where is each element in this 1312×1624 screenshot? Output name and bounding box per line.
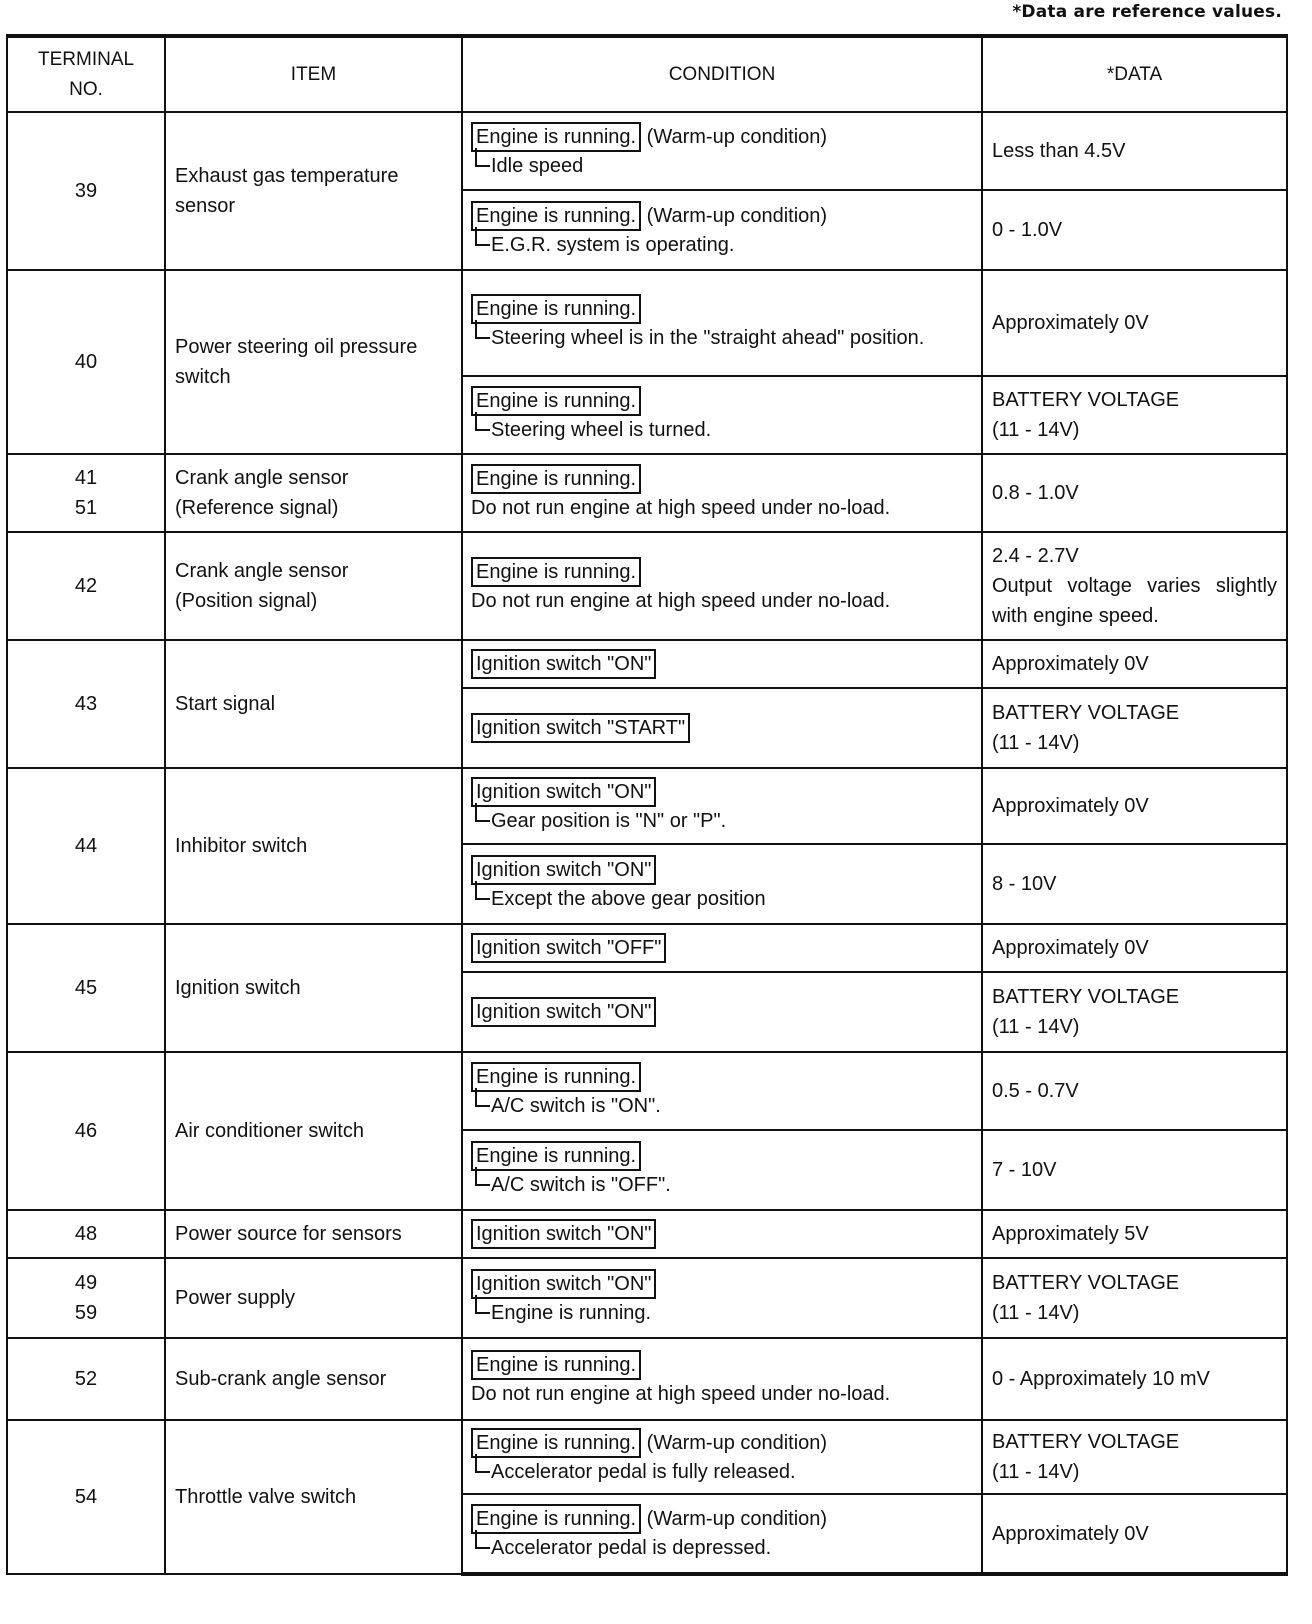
condition-box: Ignition switch "ON" (471, 997, 656, 1027)
condition-cell (462, 190, 982, 270)
header-terminal: TERMINAL NO. (7, 36, 165, 112)
item-cell: Crank angle sensor (Reference signal) (165, 454, 462, 532)
condition-box: Ignition switch "ON" (471, 1219, 656, 1249)
condition-extra: (Warm-up condition) (641, 1431, 828, 1454)
condition-subcondition: A/C switch is "OFF". (471, 1171, 975, 1200)
data-cell (982, 112, 1287, 190)
condition-main (471, 557, 975, 587)
header-data: *DATA (982, 36, 1287, 112)
data-cell (982, 1338, 1287, 1420)
data-value: Approximately 0V (992, 1522, 1149, 1545)
condition-main (471, 1504, 975, 1534)
table-row (7, 1420, 1287, 1494)
terminal-cell (7, 270, 165, 454)
item-cell: Crank angle sensor (Position signal) (165, 532, 462, 640)
condition-box: Ignition switch "OFF" (471, 933, 666, 963)
table-row (7, 1052, 1287, 1130)
terminal-number: 49 (74, 1272, 98, 1294)
terminal-cell (7, 1210, 165, 1258)
data-value: 7 - 10V (992, 1159, 1057, 1181)
data-value: BATTERY VOLTAGE (992, 1431, 1180, 1453)
item-cell: Start signal (165, 640, 462, 768)
table-row (7, 270, 1287, 376)
condition-main (471, 1428, 975, 1458)
item-cell: Inhibitor switch (165, 768, 462, 924)
condition-subcondition: Engine is running. (471, 1299, 975, 1328)
item-cell: Power steering oil pressure switch (165, 270, 462, 454)
condition-cell (462, 1210, 982, 1258)
condition-main (471, 1219, 975, 1249)
condition-extra: (Warm-up condition) (641, 1508, 828, 1530)
table-row (7, 1258, 1287, 1338)
condition-cell (462, 1130, 982, 1210)
condition-main (471, 997, 975, 1027)
condition-box: Ignition switch "ON" (471, 855, 656, 885)
condition-cell (462, 1258, 982, 1338)
condition-note: Do not run engine at high speed under no-load. (471, 496, 891, 519)
condition-main (471, 1269, 975, 1299)
data-value: (11 - 14V) (992, 732, 1080, 754)
data-cell (982, 454, 1287, 532)
condition-main (471, 855, 975, 885)
condition-subcondition: Except the above gear position (471, 885, 975, 914)
terminal-cell (7, 112, 165, 270)
terminal-cell (7, 1258, 165, 1338)
table-row (7, 768, 1287, 844)
condition-main (471, 933, 975, 963)
condition-main (471, 294, 975, 324)
condition-cell (462, 112, 982, 190)
terminal-cell (7, 454, 165, 532)
data-cell (982, 190, 1287, 270)
terminal-cell (7, 1420, 165, 1574)
data-value: 0 - 1.0V (992, 219, 1063, 241)
condition-box: Ignition switch "ON" (471, 777, 656, 807)
condition-subcondition: Accelerator pedal is fully released. (471, 1458, 975, 1487)
data-value: 0.8 - 1.0V (992, 482, 1079, 504)
table-row (7, 640, 1287, 688)
condition-cell (462, 972, 982, 1052)
table-row (7, 1338, 1287, 1420)
condition-box: Ignition switch "ON" (471, 1269, 656, 1299)
condition-note: Do not run engine at high speed under no-load. (471, 1382, 891, 1405)
terminal-number: 59 (74, 1302, 98, 1324)
data-cell (982, 532, 1287, 640)
condition-main (471, 1062, 975, 1092)
terminal-cell (7, 924, 165, 1052)
data-cell (982, 1258, 1287, 1338)
condition-subcondition: Gear position is "N" or "P". (471, 807, 975, 836)
condition-cell (462, 1338, 982, 1420)
condition-cell (462, 640, 982, 688)
data-cell (982, 1210, 1287, 1258)
item-cell: Sub-crank angle sensor (165, 1338, 462, 1420)
header-item: ITEM (165, 36, 462, 112)
data-cell (982, 1052, 1287, 1130)
condition-cell (462, 844, 982, 924)
condition-box: Engine is running. (471, 386, 641, 416)
data-cell (982, 768, 1287, 844)
condition-main (471, 201, 975, 231)
item-cell: Throttle valve switch (165, 1420, 462, 1574)
data-cell (982, 1130, 1287, 1210)
terminal-number: 51 (74, 497, 98, 519)
condition-box: Engine is running. (471, 1504, 641, 1534)
terminal-number: 41 (74, 467, 98, 489)
table-row (7, 1210, 1287, 1258)
terminal-number: 39 (74, 180, 98, 202)
condition-cell (462, 1052, 982, 1130)
condition-main (471, 1350, 975, 1380)
terminal-cell (7, 640, 165, 768)
data-value: BATTERY VOLTAGE (992, 389, 1180, 411)
data-value: Approximately 0V (992, 653, 1149, 675)
condition-box: Engine is running. (471, 557, 641, 587)
condition-cell (462, 688, 982, 768)
data-value: Approximately 0V (992, 312, 1149, 334)
condition-box: Engine is running. (471, 464, 641, 494)
condition-cell (462, 376, 982, 454)
data-value: Approximately 0V (992, 937, 1149, 959)
item-cell: Power source for sensors (165, 1210, 462, 1258)
table-row (7, 924, 1287, 972)
condition-cell (462, 270, 982, 376)
condition-main (471, 386, 975, 416)
condition-subcondition: E.G.R. system is operating. (471, 231, 975, 260)
condition-subcondition: Steering wheel is turned. (471, 416, 975, 445)
condition-note: Do not run engine at high speed under no-load. (471, 589, 891, 612)
data-value: BATTERY VOLTAGE (992, 986, 1180, 1008)
terminal-cell (7, 1052, 165, 1210)
data-value: (11 - 14V) (992, 419, 1080, 441)
condition-cell (462, 1494, 982, 1574)
condition-main (471, 649, 975, 679)
item-cell: Ignition switch (165, 924, 462, 1052)
condition-extra: (Warm-up condition) (641, 125, 828, 148)
data-cell (982, 1420, 1287, 1494)
header-condition: CONDITION (462, 36, 982, 112)
item-cell: Power supply (165, 1258, 462, 1338)
header-row (7, 36, 1287, 112)
terminal-number: 44 (74, 835, 98, 857)
terminal-cell (7, 768, 165, 924)
terminal-cell (7, 1338, 165, 1420)
condition-cell (462, 1420, 982, 1494)
data-cell (982, 640, 1287, 688)
item-cell: Exhaust gas temperature sensor (165, 112, 462, 270)
condition-box: Engine is running. (471, 294, 641, 324)
table-row (7, 454, 1287, 532)
condition-box: Engine is running. (471, 122, 641, 152)
data-cell (982, 972, 1287, 1052)
condition-cell (462, 532, 982, 640)
condition-cell (462, 924, 982, 972)
data-value: Output voltage varies slightly with engine speed. (992, 575, 1277, 627)
condition-box: Engine is running. (471, 201, 641, 231)
data-cell (982, 924, 1287, 972)
data-value: (11 - 14V) (992, 1016, 1080, 1038)
item-cell: Air conditioner switch (165, 1052, 462, 1210)
terminal-number: 48 (74, 1223, 98, 1245)
table-row (7, 112, 1287, 190)
condition-cell (462, 454, 982, 532)
data-value: BATTERY VOLTAGE (992, 702, 1180, 724)
terminal-number: 45 (74, 977, 98, 999)
condition-box: Engine is running. (471, 1062, 641, 1092)
data-value: (11 - 14V) (992, 1302, 1080, 1324)
data-cell (982, 270, 1287, 376)
condition-box: Ignition switch "START" (471, 713, 690, 743)
condition-box: Ignition switch "ON" (471, 649, 656, 679)
data-value: Approximately 0V (992, 795, 1149, 817)
terminal-data-table (6, 34, 1288, 1576)
data-value: Approximately 5V (992, 1223, 1149, 1245)
terminal-number: 46 (74, 1120, 98, 1142)
terminal-number: 54 (74, 1486, 98, 1508)
data-value: Less than 4.5V (992, 140, 1126, 162)
condition-main (471, 464, 975, 494)
terminal-number: 40 (74, 351, 98, 373)
condition-subcondition: Idle speed (471, 152, 975, 181)
condition-extra: (Warm-up condition) (641, 204, 828, 227)
data-value: 0 - Approximately 10 mV (992, 1368, 1210, 1390)
condition-box: Engine is running. (471, 1350, 641, 1380)
data-cell (982, 688, 1287, 768)
condition-main (471, 1141, 975, 1171)
terminal-number: 52 (74, 1368, 98, 1390)
table-row (7, 532, 1287, 640)
data-value: BATTERY VOLTAGE (992, 1272, 1180, 1294)
condition-main (471, 713, 975, 743)
condition-box: Engine is running. (471, 1141, 641, 1171)
condition-box: Engine is running. (471, 1428, 641, 1458)
data-cell (982, 376, 1287, 454)
data-value: 2.4 - 2.7V (992, 545, 1079, 567)
reference-note: *Data are reference values. (1012, 2, 1282, 22)
terminal-number: 42 (74, 575, 98, 597)
terminal-cell (7, 532, 165, 640)
condition-main (471, 777, 975, 807)
data-value: 8 - 10V (992, 873, 1057, 895)
data-cell (982, 1494, 1287, 1574)
data-cell (982, 844, 1287, 924)
condition-cell (462, 768, 982, 844)
data-value: (11 - 14V) (992, 1461, 1080, 1483)
condition-main (471, 122, 975, 152)
terminal-number: 43 (74, 693, 98, 715)
condition-subcondition: Steering wheel is in the "straight ahead" position. (471, 324, 975, 353)
condition-subcondition: A/C switch is "ON". (471, 1092, 975, 1121)
data-value: 0.5 - 0.7V (992, 1080, 1079, 1102)
condition-subcondition: Accelerator pedal is depressed. (471, 1534, 975, 1563)
